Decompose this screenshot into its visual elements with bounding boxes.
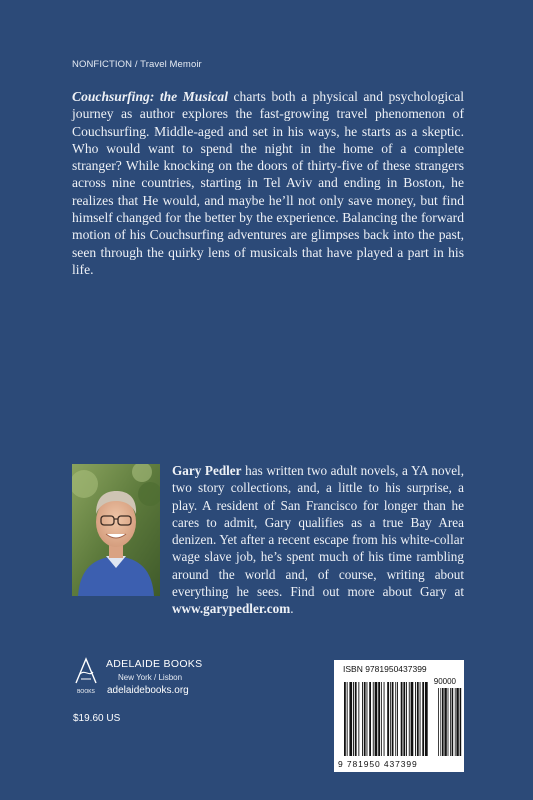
book-title: Couchsurfing: the Musical [72, 89, 229, 104]
barcode-bar [387, 682, 389, 756]
barcode-addon-bar [460, 688, 462, 756]
barcode-bar [381, 682, 382, 756]
book-description [72, 88, 464, 278]
barcode-addon-bar [450, 688, 451, 756]
barcode-addon-bar [444, 688, 446, 756]
barcode-bar [420, 682, 421, 756]
isbn-digits: 9 781950 437399 [338, 759, 418, 769]
author-portrait-image [72, 464, 160, 596]
author-bio [172, 462, 464, 618]
barcode-bar [367, 682, 368, 756]
barcode-bar [425, 682, 428, 756]
author-bio-text: has written two adult novels, a YA novel, two story collections, and, a little to his surprise, a play. A resident of San Francisco for longer than he cares to admit, Gary qualifies as a true Bay Area denizen. Yet after a recent escape from his white-collar wage slave job, he’s spent much of his time rambling around the world and, of course, writing about everything he sees. Find out more about Gary at [172, 463, 465, 600]
description-text: charts both a physical and psychological journey as author explores the fast-growing travel phenomenon of Couchsurfing. Middle-aged and set in his ways, he starts as a skeptic. Who would want to spend the night in the home of a complete stranger? While knocking on the doors of thirty-five of these strangers across nine countries, starting in Tel Aviv and ending in Boston, he realizes that He would, and maybe he’ll not only save money, but find himself changed for the better by the experience. Balancing the forward motion of his Couchsurfing adventures are glimpses back into the past, seen through the quirky lens of musicals that have played a part in his life. [72, 89, 464, 277]
barcode-bar [392, 682, 394, 756]
author-website-link[interactable]: www.garypedler.com [172, 601, 291, 617]
author-photo [72, 464, 160, 596]
barcode-addon-bar [440, 688, 441, 756]
barcode-bar [362, 682, 363, 756]
author-bio-end: . [290, 601, 294, 617]
barcode-bar [409, 682, 410, 756]
barcode-bar [349, 682, 352, 756]
isbn-barcode [334, 660, 464, 772]
barcode-bar [375, 682, 378, 756]
barcode-bar [369, 682, 371, 756]
barcode-bar [358, 682, 359, 756]
barcode-bar [406, 682, 407, 756]
price-code: 90000 [433, 677, 456, 686]
barcode-bar [395, 682, 396, 756]
barcode-addon-bar [438, 688, 439, 756]
barcode-bar [384, 682, 385, 756]
barcode-bar [353, 682, 354, 756]
barcode-bar [397, 682, 398, 756]
barcode-bar [364, 682, 366, 756]
barcode-bar [422, 682, 424, 756]
barcode-bar [417, 682, 419, 756]
barcode-bar [403, 682, 405, 756]
barcode-addon-bar [455, 688, 456, 756]
adelaide-books-logo-icon [72, 655, 100, 695]
barcode-addon-bar [442, 688, 444, 756]
barcode-bar [347, 682, 348, 756]
barcode-bar [344, 682, 346, 756]
category-label: NONFICTION / Travel Memoir [72, 59, 202, 70]
price-label: $19.60 US [73, 713, 121, 724]
publisher-name: ADELAIDE BOOKS [106, 658, 203, 670]
barcode-addon-bar [456, 688, 458, 756]
barcode-bar [373, 682, 374, 756]
barcode-bar [401, 682, 403, 756]
barcode-bar [415, 682, 416, 756]
barcode-addon-bar [448, 688, 449, 756]
barcode-bar [355, 682, 357, 756]
barcode-bar [390, 682, 391, 756]
barcode-bars [334, 660, 464, 772]
logo-text: BOOKS [77, 689, 95, 695]
author-name: Gary Pedler [172, 463, 242, 478]
isbn-label: ISBN 9781950437399 [343, 664, 427, 674]
publisher-website[interactable]: adelaidebooks.org [107, 685, 189, 696]
barcode-bar [378, 682, 380, 756]
publisher-cities: New York / Lisbon [118, 673, 183, 682]
barcode-bar [411, 682, 414, 756]
barcode-addon-bar [452, 688, 454, 756]
